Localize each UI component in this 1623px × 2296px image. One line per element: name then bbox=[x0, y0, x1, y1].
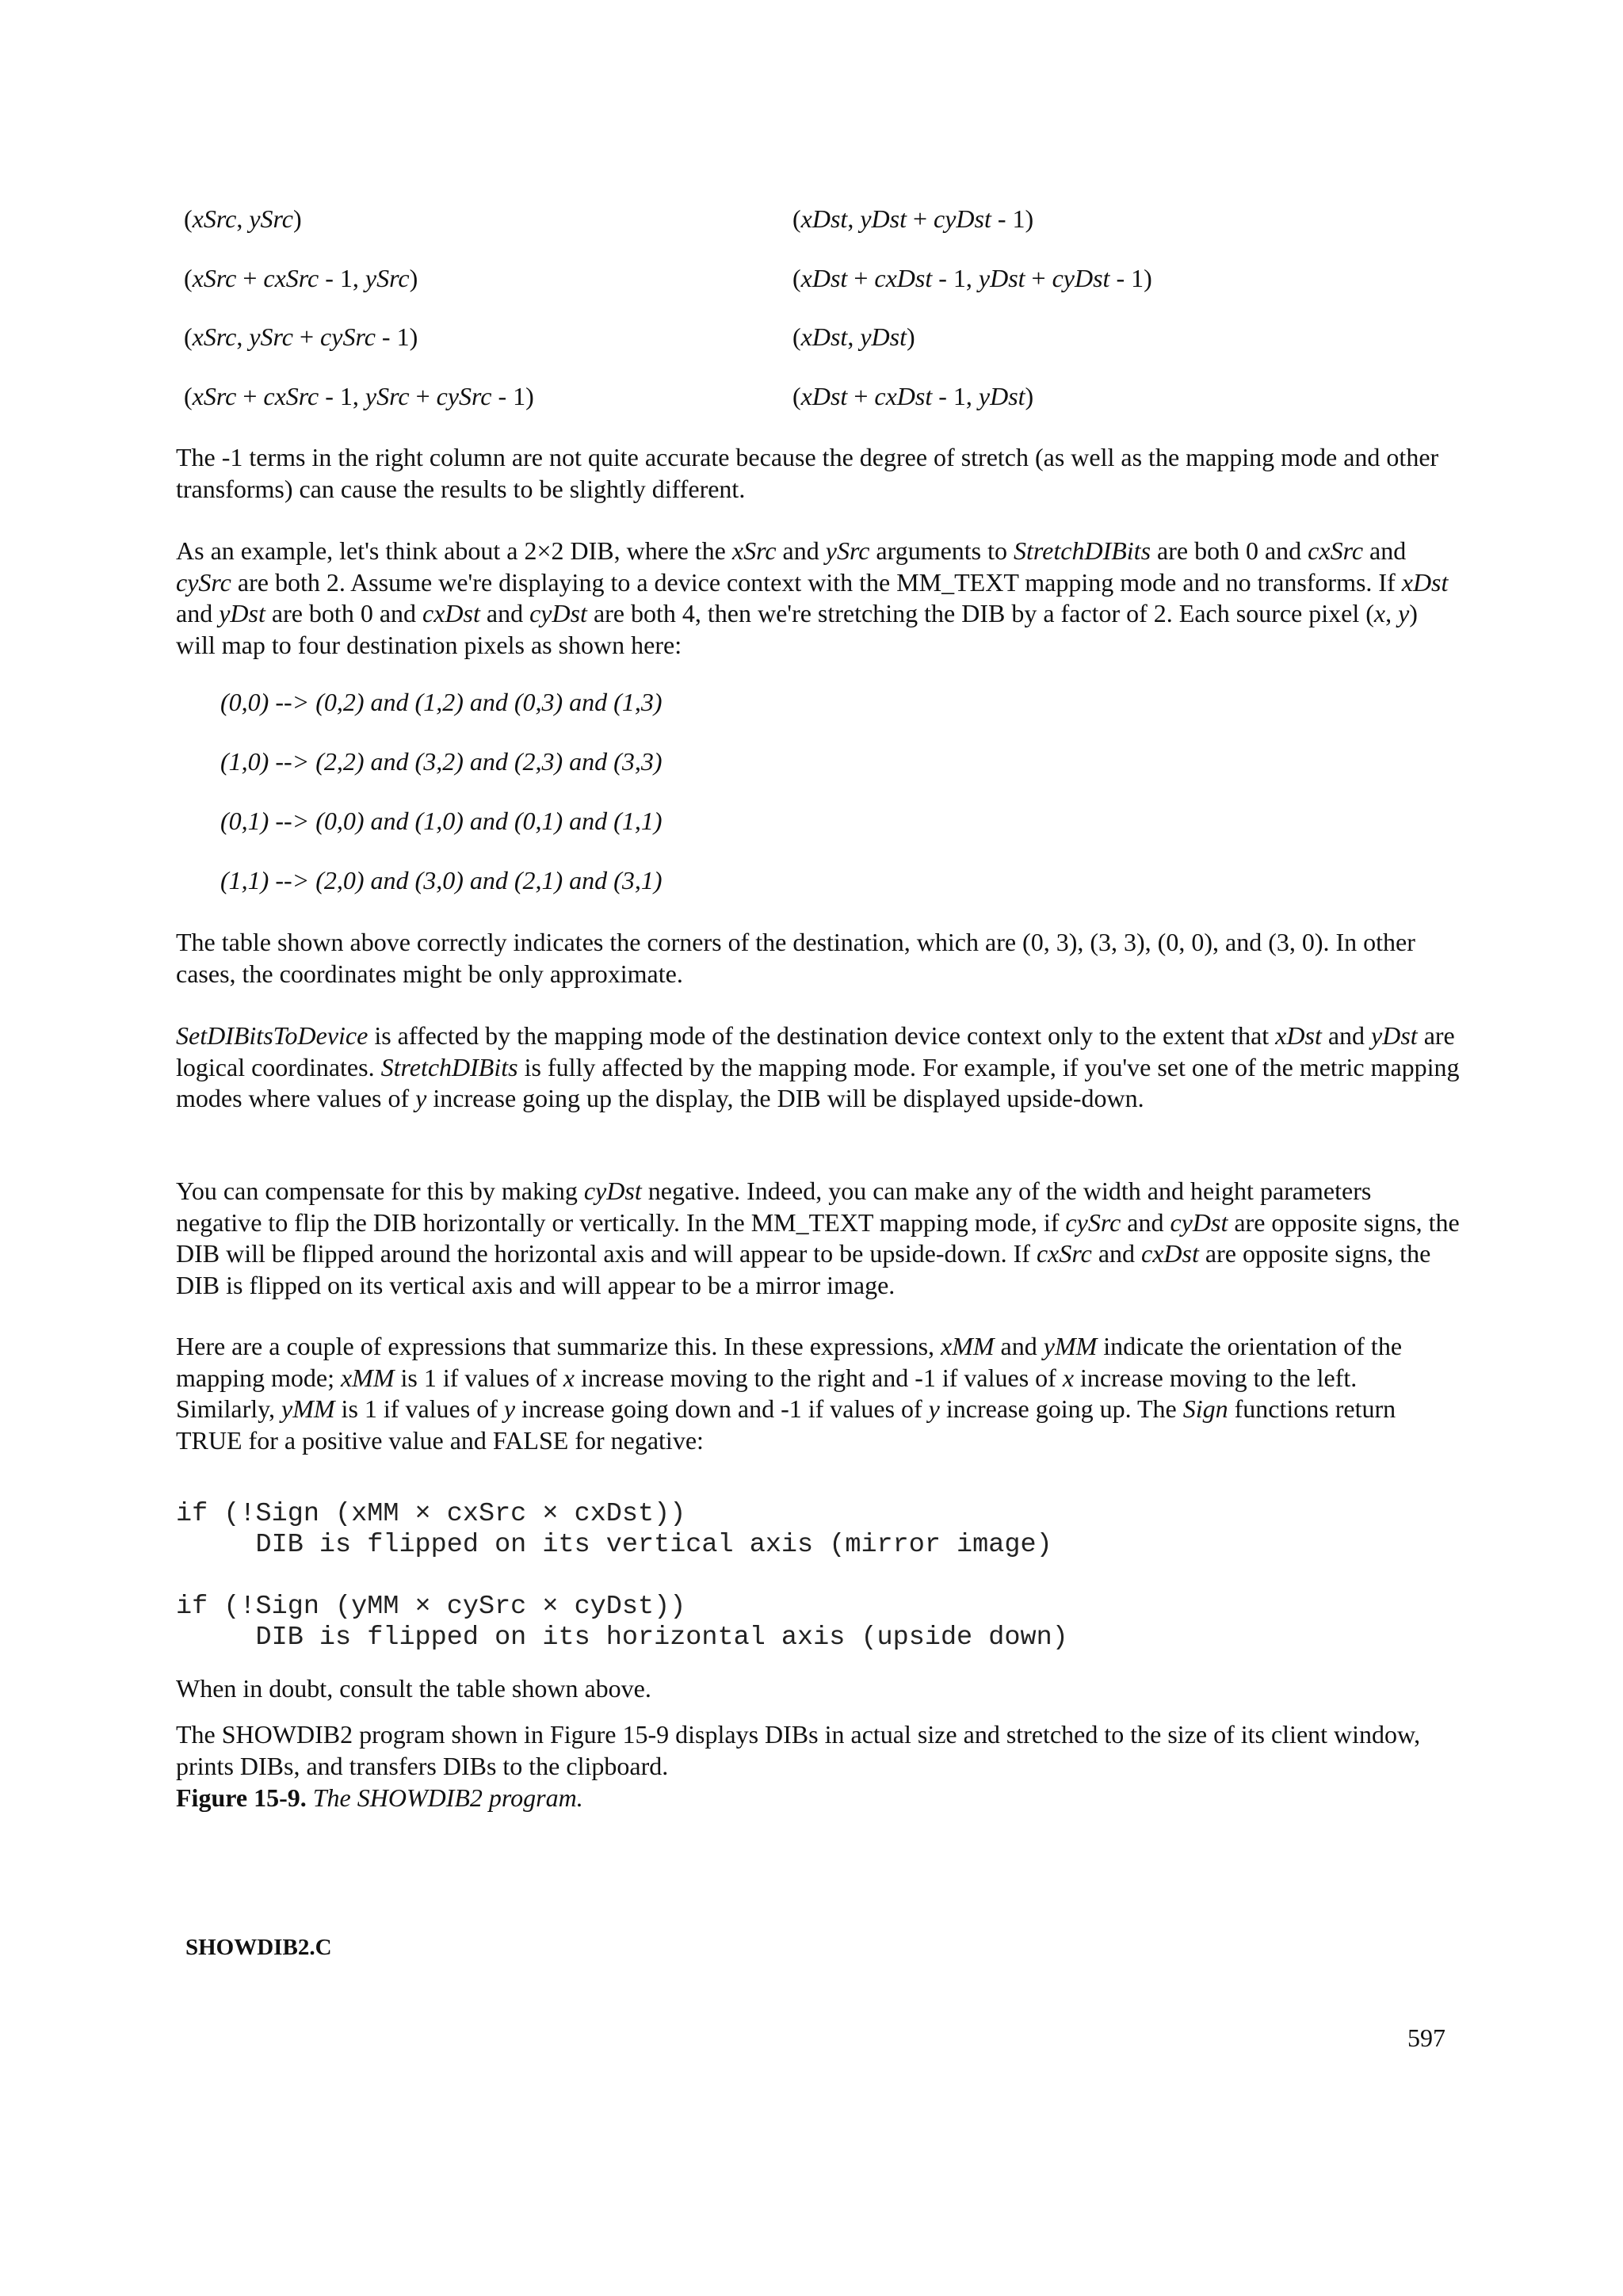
variable-name: xDst bbox=[800, 263, 848, 292]
italic-term: cxSrc bbox=[1308, 536, 1364, 565]
text-segment: , bbox=[1385, 599, 1399, 627]
variable-name: cySrc bbox=[436, 381, 492, 410]
text-segment: indicate the orientation of the mapping mode; bbox=[176, 1332, 1403, 1392]
paragraph-mapping-mode-effects bbox=[176, 1020, 1460, 1115]
variable-name: yDst bbox=[978, 381, 1025, 410]
text-segment: and bbox=[176, 599, 220, 627]
paragraph-negative-dimensions bbox=[176, 1176, 1460, 1301]
italic-term: cxSrc bbox=[1036, 1239, 1092, 1268]
text-segment: and bbox=[1121, 1207, 1170, 1237]
code-line: if (!Sign (yMM × cySrc × cyDst)) bbox=[176, 1592, 686, 1622]
text-segment: and bbox=[1363, 536, 1407, 565]
pixel-mapping-line-1: (0,0) --> (0,2) and (1,2) and (0,3) and (1,3) bbox=[220, 688, 663, 716]
text-segment: is fully affected by the mapping mode. For example, if you've set one of the metric mapping modes where values of bbox=[176, 1052, 1460, 1112]
paragraph-orientation-expressions bbox=[176, 1331, 1460, 1456]
text-segment: is affected by the mapping mode of the destination device context only to the extent that bbox=[368, 1021, 1276, 1050]
text-segment: The SHOWDIB2 program shown in Figure 15-9 displays DIBs in actual size and stretched to the size of its client window, prints DIBs, and transfers DIBs to the clipboard. bbox=[176, 1720, 1421, 1780]
text-segment: are both 4, then we're stretching the DIB by a factor of 2. Each source pixel ( bbox=[586, 599, 1374, 627]
text-segment: are both 0 and bbox=[1151, 536, 1308, 565]
variable-name: cxDst bbox=[874, 381, 933, 410]
source-coordinate bbox=[184, 380, 792, 440]
page-number: 597 bbox=[1407, 2023, 1445, 2052]
italic-term: xDst bbox=[1275, 1021, 1322, 1050]
coordinate-row bbox=[184, 380, 1452, 440]
italic-term: cxDst bbox=[422, 599, 480, 627]
italic-term: x bbox=[1062, 1363, 1075, 1392]
variable-name: yDst bbox=[860, 322, 907, 351]
coordinate-row bbox=[184, 321, 1452, 380]
text-segment: functions return TRUE for a positive value and FALSE for negative: bbox=[176, 1394, 1396, 1455]
text-segment: You can compensate for this by making bbox=[176, 1177, 584, 1205]
text-segment: - 1, bbox=[319, 381, 365, 410]
text-segment: and bbox=[1091, 1239, 1142, 1268]
text-segment: are both 0 and bbox=[265, 599, 423, 627]
variable-name: ySrc bbox=[365, 381, 410, 410]
text-segment: ( bbox=[792, 204, 801, 233]
text-segment: - 1) bbox=[491, 381, 534, 410]
text-segment: + bbox=[236, 263, 264, 292]
source-coordinate bbox=[184, 262, 792, 322]
text-segment: - 1) bbox=[991, 204, 1034, 233]
italic-term: StretchDIBits bbox=[1014, 536, 1151, 565]
italic-term: yMM bbox=[1043, 1332, 1098, 1360]
text-segment: - 1, bbox=[932, 381, 979, 410]
variable-name: xDst bbox=[800, 204, 848, 233]
text-segment: ) bbox=[409, 263, 418, 292]
source-coordinate bbox=[184, 203, 792, 262]
variable-name: ySrc bbox=[365, 263, 410, 292]
variable-name: cySrc bbox=[320, 322, 376, 351]
text-segment: is 1 if values of bbox=[334, 1394, 504, 1423]
italic-term: yMM bbox=[281, 1394, 335, 1423]
italic-term: xDst bbox=[1401, 567, 1449, 597]
text-segment: , bbox=[847, 322, 861, 351]
text-segment: arguments to bbox=[869, 536, 1014, 565]
italic-term: StretchDIBits bbox=[380, 1052, 518, 1081]
text-segment: + bbox=[847, 263, 875, 292]
italic-term: x bbox=[563, 1363, 575, 1392]
variable-name: cxSrc bbox=[263, 381, 319, 410]
paragraph-minus-one-terms bbox=[176, 442, 1460, 505]
variable-name: xSrc bbox=[192, 322, 237, 351]
italic-term: y bbox=[1398, 599, 1410, 627]
text-segment: ( bbox=[184, 263, 193, 292]
text-segment: increase going down and -1 if values of bbox=[515, 1394, 929, 1423]
code-block-mirror bbox=[176, 1499, 1052, 1561]
italic-term: y bbox=[928, 1394, 940, 1423]
destination-coordinate bbox=[792, 203, 1452, 262]
text-segment: and bbox=[994, 1332, 1044, 1360]
destination-coordinate bbox=[792, 380, 1452, 440]
paragraph-showdib2-intro bbox=[176, 1719, 1460, 1782]
text-segment: ( bbox=[792, 322, 801, 351]
text-segment: + bbox=[293, 322, 321, 351]
italic-term: ySrc bbox=[825, 536, 870, 565]
text-segment: negative. Indeed, you can make any of the width and height parameters negative to flip the DIB horizontally or vertically. In the MM_TEXT mapping mode, if bbox=[176, 1177, 1372, 1237]
text-segment: , bbox=[236, 204, 250, 233]
variable-name: xDst bbox=[800, 322, 848, 351]
variable-name: xSrc bbox=[192, 263, 237, 292]
figure-label: Figure 15-9. bbox=[176, 1783, 307, 1812]
variable-name: yDst bbox=[860, 204, 907, 233]
variable-name: yDst bbox=[978, 263, 1025, 292]
text-segment: + bbox=[847, 381, 875, 410]
coordinate-row bbox=[184, 203, 1452, 262]
text-segment: ( bbox=[184, 381, 193, 410]
source-coordinate bbox=[184, 321, 792, 380]
italic-term: SetDIBitsToDevice bbox=[176, 1021, 369, 1050]
text-segment: As an example, let's think about a 2×2 DIB, where the bbox=[176, 536, 732, 565]
text-segment: When in doubt, consult the table shown above. bbox=[176, 1674, 651, 1703]
italic-term: cyDst bbox=[1170, 1207, 1228, 1237]
figure-title: The SHOWDIB2 program. bbox=[312, 1783, 583, 1812]
italic-term: cxDst bbox=[1141, 1239, 1199, 1268]
text-segment: Here are a couple of expressions that summarize this. In these expressions, bbox=[176, 1332, 941, 1360]
pixel-mapping-line-3: (0,1) --> (0,0) and (1,0) and (0,1) and (1,1) bbox=[220, 807, 663, 835]
code-line: DIB is flipped on its horizontal axis (upside down) bbox=[176, 1623, 1068, 1653]
text-segment: , bbox=[236, 322, 250, 351]
text-segment: ) bbox=[1025, 381, 1034, 410]
figure-caption bbox=[176, 1782, 583, 1814]
coordinate-mapping-table bbox=[184, 203, 1452, 439]
italic-term: Sign bbox=[1182, 1394, 1228, 1423]
paragraph-2x2-dib-example bbox=[176, 536, 1460, 661]
text-segment: increase going up. The bbox=[939, 1394, 1183, 1423]
text-segment: The table shown above correctly indicates the corners of the destination, which are (0, 3), (3, 3), (0, 0), and (3, 0). In other cases, the coordinates might be only approximate. bbox=[176, 928, 1415, 988]
coordinate-row bbox=[184, 262, 1452, 322]
text-segment: increase moving to the right and -1 if values of bbox=[574, 1363, 1063, 1392]
italic-term: cyDst bbox=[583, 1177, 642, 1205]
text-segment: increase moving to the left. Similarly, bbox=[176, 1363, 1358, 1423]
text-segment: ( bbox=[184, 204, 193, 233]
text-segment: + bbox=[409, 381, 437, 410]
italic-term: yDst bbox=[219, 599, 265, 627]
pixel-mapping-line-4: (1,1) --> (2,0) and (3,0) and (2,1) and (3,1) bbox=[220, 866, 663, 894]
text-segment: increase going up the display, the DIB will be displayed upside-down. bbox=[426, 1084, 1144, 1112]
code-line: DIB is flipped on its vertical axis (mirror image) bbox=[176, 1530, 1052, 1560]
variable-name: ySrc bbox=[249, 322, 293, 351]
code-block-upside-down bbox=[176, 1592, 1068, 1653]
text-segment: ( bbox=[792, 263, 801, 292]
variable-name: cyDst bbox=[934, 204, 991, 233]
paragraph-destination-corners bbox=[176, 927, 1460, 990]
text-segment: ) will map to four destination pixels as shown here: bbox=[176, 599, 1418, 659]
italic-term: y bbox=[415, 1084, 427, 1112]
italic-term: x bbox=[1373, 599, 1386, 627]
variable-name: xSrc bbox=[192, 381, 237, 410]
italic-term: cySrc bbox=[176, 567, 231, 597]
text-segment: and bbox=[479, 599, 530, 627]
text-segment: + bbox=[1025, 263, 1052, 292]
text-segment: and bbox=[776, 536, 826, 565]
italic-term: cyDst bbox=[529, 599, 587, 627]
text-segment: - 1, bbox=[932, 263, 979, 292]
text-segment: are opposite signs, the DIB is flipped on its vertical axis and will appear to be a mirror image. bbox=[176, 1239, 1431, 1299]
italic-term: cySrc bbox=[1065, 1207, 1121, 1237]
italic-term: yDst bbox=[1371, 1021, 1418, 1050]
text-segment: ) bbox=[293, 204, 302, 233]
text-segment: and bbox=[1321, 1021, 1372, 1050]
paragraph-when-in-doubt bbox=[176, 1673, 1460, 1705]
listing-title: SHOWDIB2.C bbox=[185, 1935, 332, 1960]
italic-term: xMM bbox=[340, 1363, 395, 1392]
text-segment: ( bbox=[184, 322, 193, 351]
variable-name: xSrc bbox=[192, 204, 237, 233]
text-segment: - 1) bbox=[1109, 263, 1152, 292]
text-segment: - 1, bbox=[319, 263, 365, 292]
text-segment: is 1 if values of bbox=[394, 1363, 563, 1392]
variable-name: cxDst bbox=[874, 263, 933, 292]
text-segment: + bbox=[906, 204, 934, 233]
destination-coordinate bbox=[792, 321, 1452, 380]
text-segment: ) bbox=[906, 322, 915, 351]
variable-name: cxSrc bbox=[263, 263, 319, 292]
text-segment: + bbox=[236, 381, 264, 410]
variable-name: ySrc bbox=[249, 204, 293, 233]
pixel-mapping-line-2: (1,0) --> (2,2) and (3,2) and (2,3) and (3,3) bbox=[220, 747, 663, 776]
variable-name: xDst bbox=[800, 381, 848, 410]
text-segment: are opposite signs, the DIB will be flipped around the horizontal axis and will appear to be upside-down. If bbox=[176, 1207, 1460, 1268]
text-segment: , bbox=[847, 204, 861, 233]
italic-term: y bbox=[503, 1394, 516, 1423]
text-segment: are both 2. Assume we're displaying to a device context with the MM_TEXT mapping mode and no transforms. If bbox=[231, 567, 1402, 597]
variable-name: cyDst bbox=[1052, 263, 1110, 292]
destination-coordinate bbox=[792, 262, 1452, 322]
italic-term: xMM bbox=[941, 1332, 995, 1360]
text-segment: are logical coordinates. bbox=[176, 1021, 1455, 1081]
text-segment: - 1) bbox=[375, 322, 418, 351]
code-line: if (!Sign (xMM × cxSrc × cxDst)) bbox=[176, 1499, 686, 1529]
text-segment: ( bbox=[792, 381, 801, 410]
italic-term: xSrc bbox=[731, 536, 777, 565]
text-segment: The -1 terms in the right column are not quite accurate because the degree of stretch (as well as the mapping mode and other transforms) can cause the results to be slightly different. bbox=[176, 443, 1439, 503]
